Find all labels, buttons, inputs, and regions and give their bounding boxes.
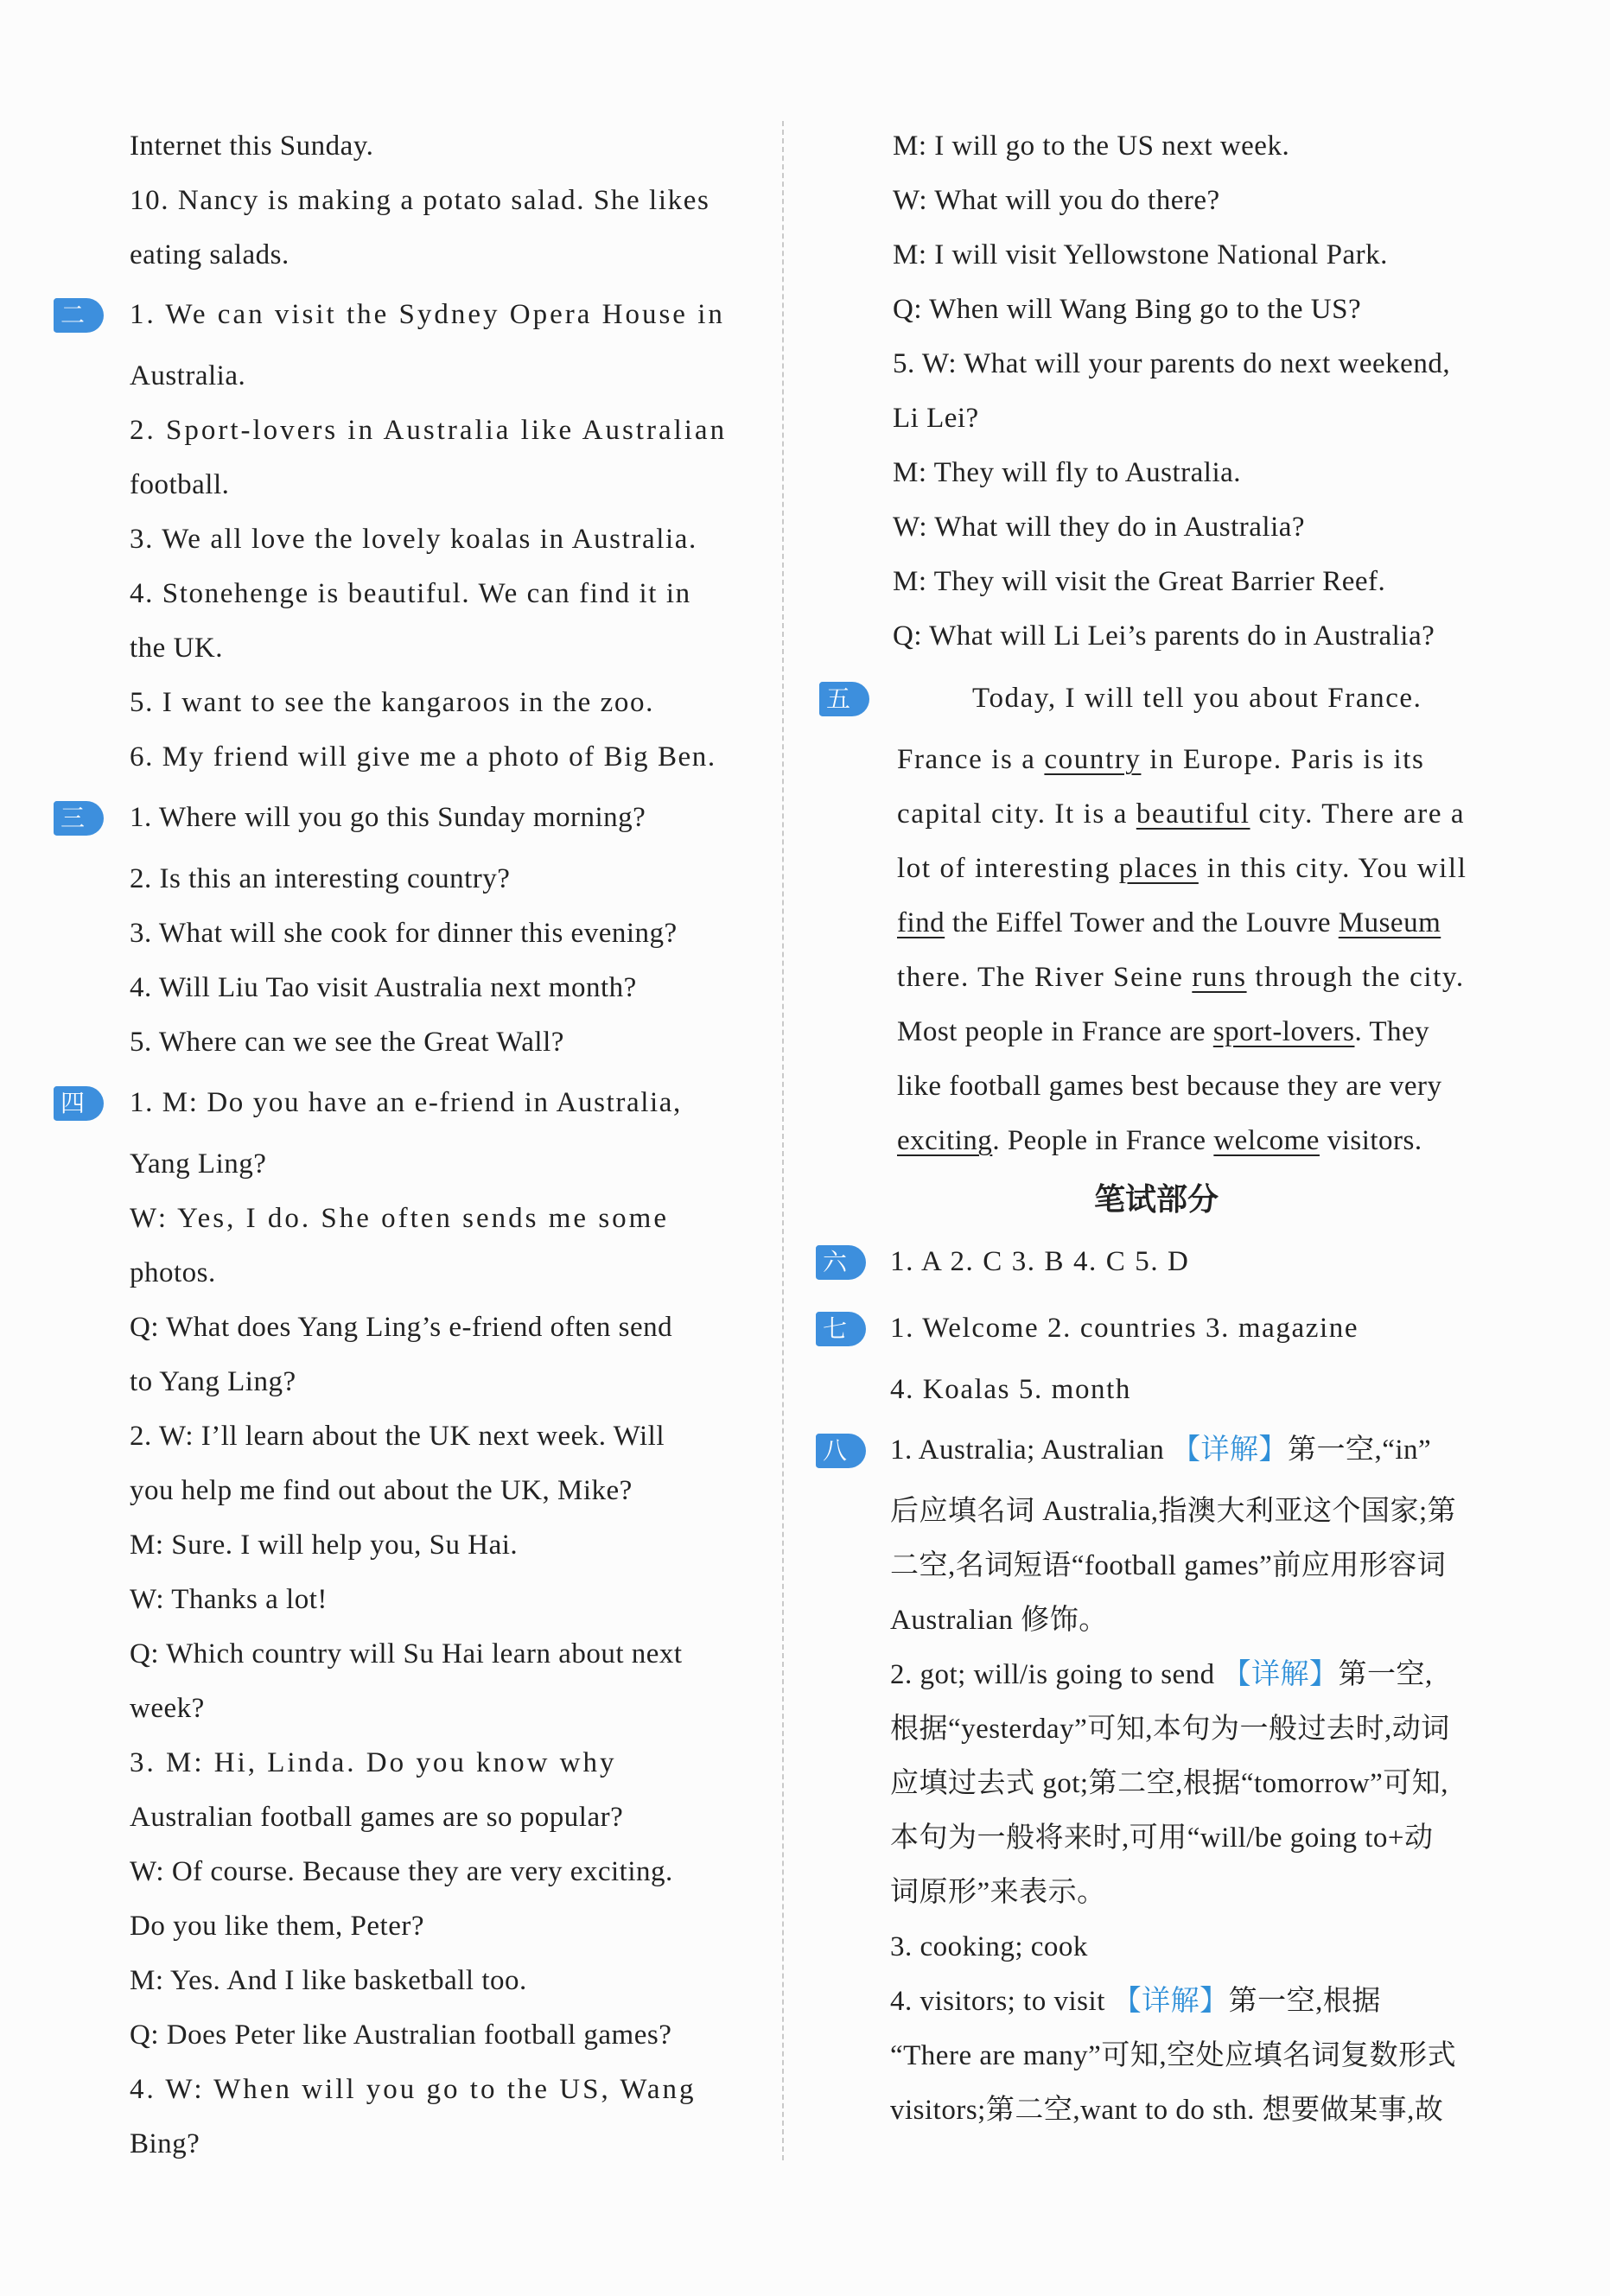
text-line	[130, 1254, 216, 1292]
text-segment: 后应填名词 Australia,指澳大利亚这个国家;第	[890, 1496, 1457, 1527]
text-line	[130, 411, 727, 449]
text-line	[897, 958, 1465, 996]
answer-word: country	[1044, 744, 1142, 775]
text-line	[893, 617, 1435, 655]
text-line	[130, 684, 654, 722]
text-line	[890, 2037, 1456, 2075]
text-line	[890, 1873, 1106, 1911]
text-segment: M: They will fly to Australia.	[893, 457, 1242, 488]
text-segment: M: I will go to the US next week.	[893, 130, 1290, 162]
text-line	[890, 1928, 1088, 1966]
text-line	[130, 2070, 697, 2108]
text-segment: 2. W: I’ll learn about the UK next week. Will	[130, 1421, 665, 1452]
text-segment: 10. Nancy is making a potato salad. She likes	[130, 185, 710, 216]
text-line	[130, 1472, 633, 1510]
section-number-badge: 六	[816, 1245, 866, 1280]
text-segment: to Yang Ling?	[130, 1366, 296, 1397]
text-line	[890, 1982, 1381, 2020]
text-line	[890, 1819, 1434, 1857]
text-segment: Do you like them, Peter?	[130, 1911, 425, 1942]
text-segment: Q: What does Yang Ling’s e-friend often send	[130, 1312, 673, 1343]
text-line	[130, 520, 697, 558]
text-segment: in Europe. Paris is its	[1141, 744, 1425, 775]
section-number-badge: 八	[816, 1434, 866, 1468]
text-line	[130, 1635, 683, 1673]
text-line	[972, 679, 1422, 717]
text-line	[897, 849, 1467, 887]
text-line	[130, 1417, 665, 1455]
text-segment: 4. visitors; to visit	[890, 1986, 1113, 2017]
text-line	[890, 1243, 1189, 1281]
column-divider	[782, 121, 784, 2160]
text-segment: Li Lei?	[893, 403, 979, 434]
text-line	[893, 181, 1220, 219]
text-line	[897, 741, 1424, 779]
text-segment: Most people in France are	[897, 1016, 1213, 1047]
answer-word: places	[1118, 853, 1199, 884]
text-segment: 5. I want to see the kangaroos in the zoo.	[130, 687, 654, 718]
text-segment: the Eiffel Tower and the Louvre	[945, 907, 1339, 938]
text-line	[893, 563, 1385, 601]
text-segment: 3. cooking; cook	[890, 1931, 1088, 1962]
answer-word: Museum	[1338, 907, 1441, 938]
text-segment: visitors.	[1319, 1125, 1422, 1156]
text-line	[897, 1013, 1429, 1051]
text-line	[893, 345, 1450, 383]
text-line	[893, 454, 1241, 492]
text-line	[890, 1547, 1446, 1585]
text-segment: 4. Koalas 5. month	[890, 1374, 1132, 1405]
section-number-badge: 四	[54, 1086, 104, 1121]
text-segment: France is a	[897, 744, 1045, 775]
text-segment: 本句为一般将来时,可用“will/be going to+动	[890, 1822, 1434, 1854]
text-segment: Q: What will Li Lei’s parents do in Australia?	[893, 620, 1435, 652]
text-segment: Today, I will tell you about France.	[972, 683, 1422, 714]
text-segment: 1. Australia; Australian	[890, 1434, 1172, 1466]
text-segment: the UK.	[130, 633, 223, 664]
text-segment: 1. Where will you go this Sunday morning?	[130, 802, 646, 833]
text-segment: week?	[130, 1693, 205, 1724]
text-line	[130, 1363, 296, 1401]
explanation-tag: 【详解】	[1222, 1659, 1339, 1690]
text-segment: 应填过去式 got;第二空,根据“tomorrow”可知,	[890, 1768, 1449, 1799]
text-line	[130, 1853, 673, 1891]
text-segment: Q: When will Wang Bing go to the US?	[893, 294, 1362, 325]
explanation-tag: 【详解】	[1112, 1986, 1229, 2017]
text-segment: Q: Does Peter like Australian football games?	[130, 2019, 672, 2051]
text-segment: M: Yes. And I like basketball too.	[130, 1965, 527, 1996]
answer-word: find	[897, 907, 945, 938]
text-line	[130, 466, 229, 504]
text-segment: 4. Will Liu Tao visit Australia next month?	[130, 972, 637, 1003]
answer-word: runs	[1192, 962, 1247, 993]
text-line	[130, 181, 710, 219]
answer-word: exciting	[897, 1125, 993, 1156]
section-number-badge: 五	[819, 682, 869, 716]
answer-word: sport-lovers	[1212, 1016, 1355, 1047]
text-line	[130, 575, 691, 613]
text-line	[130, 1962, 527, 2000]
text-line	[130, 1308, 672, 1346]
text-segment: Australian 修饰。	[890, 1605, 1108, 1636]
text-segment: 3. We all love the lovely koalas in Australia.	[130, 524, 697, 555]
text-line	[890, 2091, 1443, 2129]
text-line	[130, 1689, 205, 1727]
text-segment: W: Yes, I do. She often sends me some	[130, 1203, 669, 1234]
text-segment: “There are many”可知,空处应填名词复数形式	[890, 2040, 1457, 2071]
text-segment: 1. M: Do you have an e-friend in Australia,	[130, 1087, 682, 1118]
text-line	[130, 236, 290, 274]
text-segment: M: Sure. I will help you, Su Hai.	[130, 1530, 519, 1561]
text-line	[890, 1371, 1131, 1409]
text-line	[130, 296, 725, 334]
text-segment: W: Of course. Because they are very exciting.	[130, 1856, 673, 1887]
text-segment: 4. Stonehenge is beautiful. We can find it in	[130, 578, 691, 609]
text-segment: capital city. It is a	[897, 798, 1136, 830]
text-segment: through the city.	[1246, 962, 1465, 993]
text-segment: 5. Where can we see the Great Wall?	[130, 1027, 564, 1058]
text-segment: 6. My friend will give me a photo of Big Ben.	[130, 741, 716, 773]
section-number-badge: 三	[54, 801, 104, 836]
text-line	[897, 1122, 1422, 1160]
text-segment: 3. What will she cook for dinner this evening?	[130, 918, 678, 949]
text-segment: 第一空,	[1338, 1659, 1433, 1690]
text-line	[893, 290, 1361, 328]
text-line	[130, 914, 678, 952]
text-line	[130, 1145, 266, 1183]
text-line	[890, 1710, 1450, 1748]
text-segment: W: Thanks a lot!	[130, 1584, 328, 1615]
text-segment: 1. We can visit the Sydney Opera House in	[130, 299, 725, 330]
text-line	[893, 399, 979, 437]
text-line	[130, 2125, 200, 2163]
text-segment: like football games best because they are very	[897, 1071, 1442, 1102]
text-line	[890, 1601, 1108, 1639]
text-line	[890, 1431, 1431, 1469]
text-line	[130, 1023, 564, 1061]
text-segment: W: What will they do in Australia?	[893, 512, 1306, 543]
text-line	[897, 904, 1441, 942]
text-segment: 词原形”来表示。	[890, 1877, 1106, 1908]
text-segment: Q: Which country will Su Hai learn about next	[130, 1638, 683, 1670]
text-segment: 5. W: What will your parents do next weekend,	[893, 348, 1451, 379]
text-line	[893, 127, 1289, 165]
answer-word: beautiful	[1136, 798, 1250, 830]
section-number-badge: 七	[816, 1312, 866, 1346]
text-line	[130, 1580, 328, 1619]
text-line	[130, 738, 716, 776]
answer-word: welcome	[1213, 1125, 1320, 1156]
text-line	[893, 508, 1305, 546]
text-segment: 根据“yesterday”可知,本句为一般过去时,动词	[890, 1714, 1450, 1745]
text-line	[130, 798, 646, 836]
text-segment: 二空,名词短语“football games”前应用形容词	[890, 1550, 1447, 1581]
text-segment: lot of interesting	[897, 853, 1119, 884]
text-line	[130, 1907, 424, 1945]
text-line	[130, 1744, 616, 1782]
text-segment: city. There are a	[1250, 798, 1466, 830]
text-line	[897, 1067, 1442, 1105]
text-segment: 2. got; will/is going to send	[890, 1659, 1223, 1690]
text-segment: in this city. You will	[1198, 853, 1467, 884]
text-segment: 第一空,根据	[1228, 1986, 1381, 2017]
text-segment: football.	[130, 469, 230, 500]
text-segment: there. The River Seine	[897, 962, 1193, 993]
text-line	[130, 357, 245, 395]
text-segment: 1. Welcome 2. countries 3. magazine	[890, 1313, 1359, 1344]
text-segment: . People in France	[992, 1125, 1214, 1156]
text-line	[130, 1199, 669, 1237]
text-segment: visitors;第二空,want to do sth. 想要做某事,故	[890, 2095, 1444, 2126]
text-line	[130, 1798, 623, 1836]
text-line	[130, 2016, 671, 2054]
text-segment: 3. M: Hi, Linda. Do you know why	[130, 1747, 617, 1778]
text-segment: 2. Sport-lovers in Australia like Australian	[130, 415, 728, 446]
text-segment: Internet this Sunday.	[130, 130, 374, 162]
text-segment: M: I will visit Yellowstone National Park.	[893, 239, 1388, 270]
text-line	[130, 1084, 682, 1122]
text-segment: 1. A 2. C 3. B 4. C 5. D	[890, 1246, 1190, 1277]
text-segment: M: They will visit the Great Barrier Reef.	[893, 566, 1386, 597]
text-segment: Australian football games are so popular?	[130, 1802, 624, 1833]
text-line	[890, 1765, 1448, 1803]
text-segment: Yang Ling?	[130, 1148, 267, 1180]
text-line	[130, 629, 223, 667]
text-segment: 第一空,“in”	[1287, 1434, 1432, 1466]
text-line	[130, 969, 637, 1007]
text-segment: W: What will you do there?	[893, 185, 1220, 216]
text-segment: . They	[1354, 1016, 1430, 1047]
text-line	[130, 1526, 518, 1564]
explanation-tag: 【详解】	[1171, 1434, 1288, 1466]
text-line	[890, 1309, 1359, 1347]
text-segment: Australia.	[130, 360, 246, 391]
text-line	[897, 795, 1465, 833]
text-line	[130, 127, 373, 165]
text-line	[893, 236, 1388, 274]
text-segment: 2. Is this an interesting country?	[130, 863, 511, 894]
text-line	[890, 1492, 1456, 1530]
text-segment: 4. W: When will you go to the US, Wang	[130, 2074, 697, 2105]
text-line	[130, 860, 510, 898]
text-segment: eating salads.	[130, 239, 290, 270]
section-number-badge: 二	[54, 298, 104, 333]
text-line	[890, 1656, 1433, 1694]
text-segment: photos.	[130, 1257, 216, 1288]
section-title: 笔试部分	[1094, 1182, 1219, 1218]
text-segment: you help me find out about the UK, Mike?	[130, 1475, 633, 1506]
text-segment: Bing?	[130, 2128, 200, 2159]
